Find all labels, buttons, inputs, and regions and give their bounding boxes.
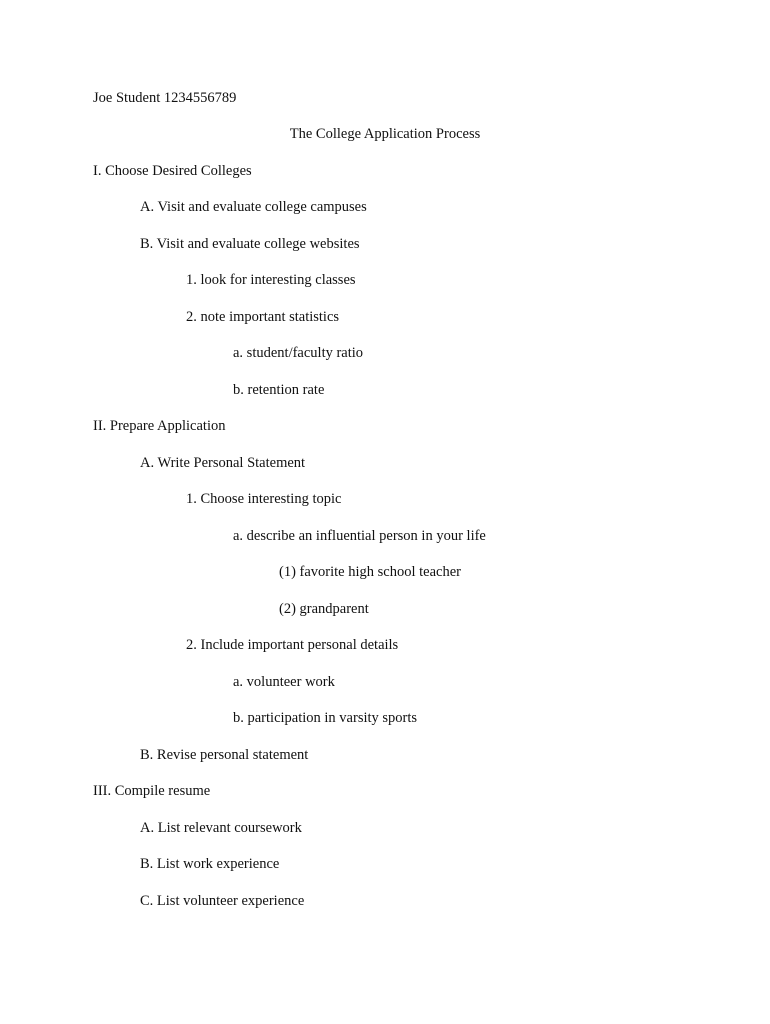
outline-item: 2. note important statistics bbox=[186, 309, 340, 325]
outline-item: a. volunteer work bbox=[233, 674, 335, 690]
outline-item: B. Revise personal statement bbox=[140, 747, 309, 763]
outline-item: B. Visit and evaluate college websites bbox=[140, 236, 360, 252]
outline-item: III. Compile resume bbox=[93, 783, 211, 799]
outline-item: A. Write Personal Statement bbox=[140, 455, 306, 471]
outline-item: 1. look for interesting classes bbox=[186, 272, 356, 288]
outline-item: 1. Choose interesting topic bbox=[186, 491, 342, 507]
outline-item: (1) favorite high school teacher bbox=[279, 564, 461, 580]
student-name-id: Joe Student 1234556789 bbox=[93, 90, 237, 106]
outline-item: I. Choose Desired Colleges bbox=[93, 163, 252, 179]
outline-item: II. Prepare Application bbox=[93, 418, 226, 434]
outline-item: b. participation in varsity sports bbox=[233, 710, 418, 726]
outline-item: B. List work experience bbox=[140, 856, 280, 872]
outline-item: A. List relevant coursework bbox=[140, 820, 302, 836]
outline-item: A. Visit and evaluate college campuses bbox=[140, 199, 367, 215]
outline-item: (2) grandparent bbox=[279, 601, 369, 617]
outline-item: b. retention rate bbox=[233, 382, 325, 398]
outline-item: C. List volunteer experience bbox=[140, 893, 305, 909]
outline-item: a. student/faculty ratio bbox=[233, 345, 364, 361]
document-title: The College Application Process bbox=[289, 126, 481, 142]
outline-item: a. describe an influential person in your life bbox=[233, 528, 486, 544]
outline-item: 2. Include important personal details bbox=[186, 637, 399, 653]
